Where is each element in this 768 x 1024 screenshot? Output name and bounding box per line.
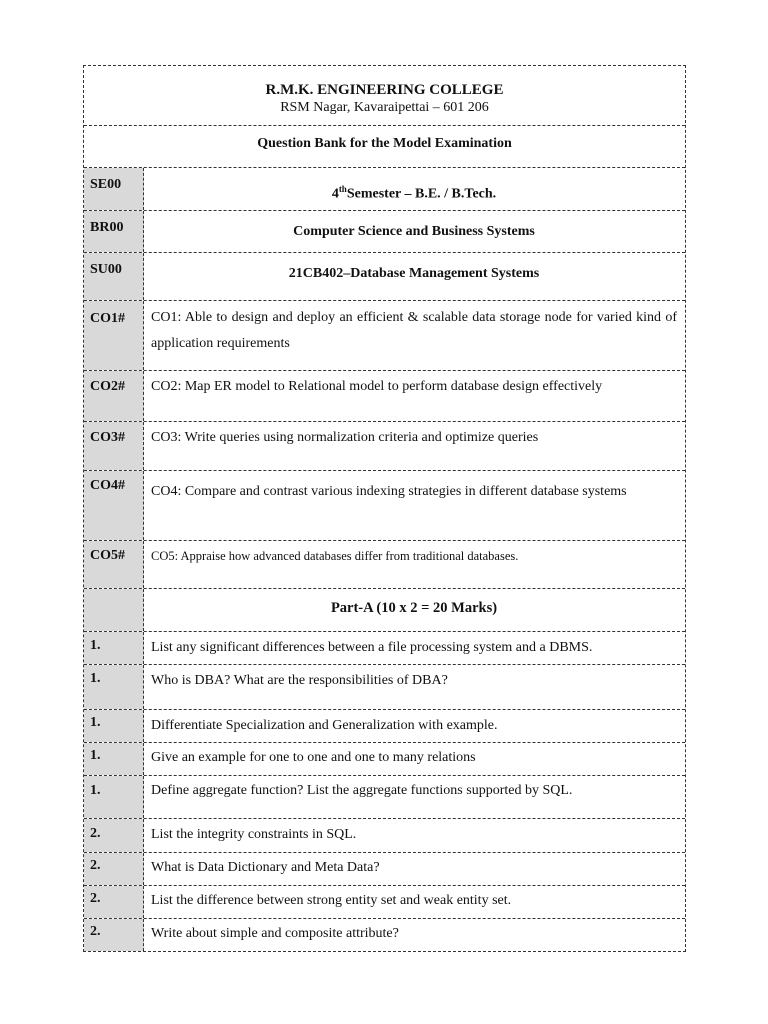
question-row [84, 918, 685, 951]
outcome-row [84, 421, 685, 470]
outcome-code: CO2# [84, 371, 144, 421]
question-row [84, 852, 685, 885]
question-number: 2. [84, 819, 144, 852]
question-text: List the integrity constraints in SQL. [151, 827, 357, 842]
question-number: 1. [84, 710, 144, 742]
part-a-title: Part-A (10 x 2 = 20 Marks) [330, 600, 498, 616]
outcome-code: CO1# [84, 301, 144, 370]
question-number: 1. [84, 776, 144, 818]
question-bank-table [83, 65, 686, 952]
question-number: 2. [84, 886, 144, 918]
semester-row [84, 167, 685, 210]
college-header [84, 66, 685, 125]
outcome-row [84, 300, 685, 370]
question-text: Who is DBA? What are the responsibilities of DBA? [151, 673, 448, 688]
bank-title: Question Bank for the Model Examination [257, 136, 512, 151]
question-text: List the difference between strong entity set and weak entity set. [151, 893, 512, 908]
outcome-text: CO3: Write queries using normalization criteria and optimize queries [151, 430, 539, 445]
outcome-text: CO4: Compare and contrast various indexing strategies in different database systems [151, 484, 627, 499]
branch-code: BR00 [84, 211, 144, 252]
question-row [84, 885, 685, 918]
bank-title-row [84, 125, 685, 167]
question-text: List any significant differences between a file processing system and a DBMS. [151, 640, 593, 655]
part-a-row [84, 588, 685, 631]
question-row [84, 742, 685, 775]
outcome-row [84, 540, 685, 588]
question-text: Define aggregate function? List the aggregate functions supported by SQL. [151, 783, 573, 798]
semester-value: 4thSemester – B.E. / B.Tech. [331, 184, 497, 202]
branch-row [84, 210, 685, 252]
outcome-row [84, 370, 685, 421]
subject-code: SU00 [84, 253, 144, 300]
outcome-text: CO2: Map ER model to Relational model to perform database design effectively [151, 379, 603, 394]
subject-value: 21CB402–Database Management Systems [288, 266, 540, 281]
college-address: RSM Nagar, Kavaraipettai – 601 206 [280, 100, 489, 115]
question-text: What is Data Dictionary and Meta Data? [151, 860, 380, 875]
question-number: 1. [84, 632, 144, 664]
question-row [84, 709, 685, 742]
college-name: R.M.K. ENGINEERING COLLEGE [265, 82, 504, 98]
outcome-row [84, 470, 685, 540]
outcome-code: CO3# [84, 422, 144, 470]
outcome-text: CO5: Appraise how advanced databases differ from traditional databases. [151, 549, 519, 563]
question-row [84, 818, 685, 852]
question-number: 1. [84, 743, 144, 775]
question-row [84, 664, 685, 709]
question-number: 1. [84, 665, 144, 709]
outcome-code: CO5# [84, 541, 144, 588]
question-row [84, 631, 685, 664]
subject-row [84, 252, 685, 300]
question-text: Differentiate Specialization and Generalization with example. [151, 718, 498, 733]
question-text: Write about simple and composite attribute? [151, 926, 399, 941]
outcome-text: CO1: Able to design and deploy an efficient & scalable data storage node for varied kind of application requirements [151, 310, 677, 351]
question-text: Give an example for one to one and one to many relations [151, 750, 476, 765]
question-number: 2. [84, 853, 144, 885]
question-number: 2. [84, 919, 144, 951]
question-row [84, 775, 685, 818]
part-a-label-cell [84, 589, 144, 631]
outcome-code: CO4# [84, 471, 144, 540]
semester-code: SE00 [84, 168, 144, 210]
branch-value: Computer Science and Business Systems [293, 224, 535, 239]
